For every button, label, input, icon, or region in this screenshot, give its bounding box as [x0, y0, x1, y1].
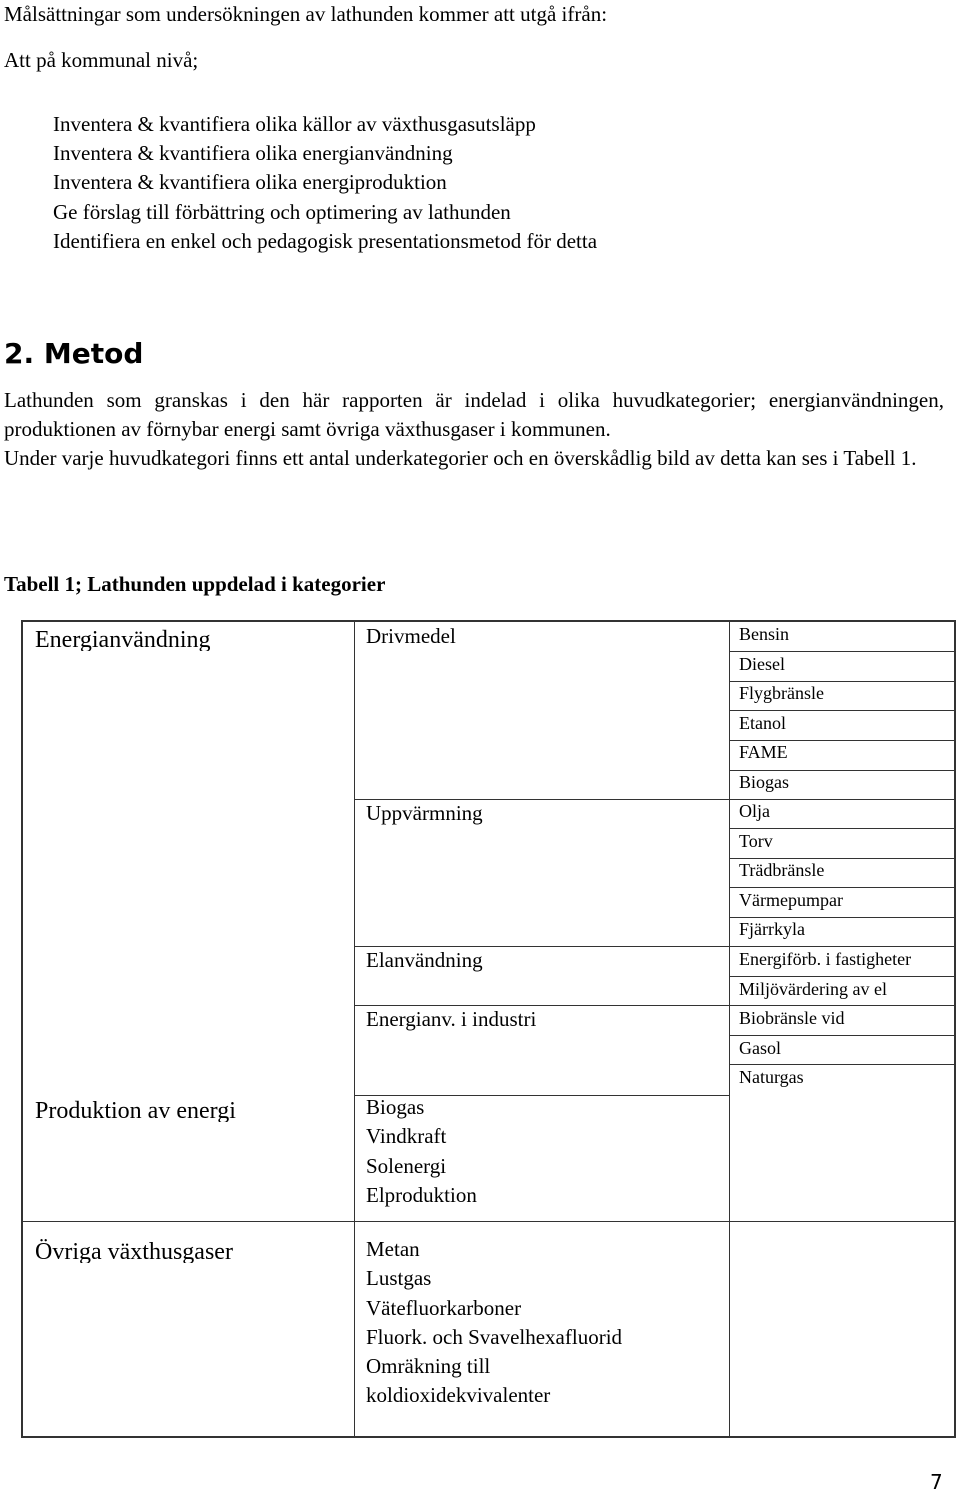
fuel-item: Bensin	[739, 624, 790, 644]
ghg-item: Omräkning till	[366, 1354, 491, 1379]
ghg-item: Fluork. och Svavelhexafluorid	[366, 1324, 623, 1349]
ghg-item: Lustgas	[366, 1266, 432, 1291]
fuel-item: Olja	[739, 801, 770, 822]
production-item: Vindkraft	[366, 1124, 447, 1149]
fuel-item: Värmepumpar	[739, 889, 843, 910]
category-table	[21, 620, 956, 1438]
ghg-item: Vätefluorkarboner	[366, 1295, 522, 1320]
production-item: Biogas	[366, 1095, 425, 1119]
table-caption: Tabell 1; Lathunden uppdelad i kategorier	[4, 572, 386, 596]
category-divider	[23, 1221, 956, 1222]
other-ghg-items	[366, 1235, 622, 1411]
sub-heating: Uppvärmning	[366, 801, 483, 825]
column-divider	[354, 622, 355, 1436]
fuel-item: Gasol	[739, 1037, 781, 1058]
fuel-item: Biobränsle vid	[739, 1008, 845, 1029]
fuel-item: Energiförb. i fastigheter	[739, 949, 912, 970]
municipal-level-text: Att på kommunal nivå;	[4, 48, 199, 72]
fuel-item: Biogas	[739, 771, 790, 792]
production-item: Elproduktion	[366, 1182, 477, 1207]
fuel-item: Miljövärdering av el	[739, 978, 887, 999]
category-energy-use: Energianvändning	[35, 627, 211, 651]
fuel-item: FAME	[739, 742, 788, 763]
sub-electricity: Elanvändning	[366, 948, 483, 972]
production-item: Solenergi	[366, 1153, 447, 1178]
goal-item: Inventera & kvantifiera olika energianvändning	[53, 141, 453, 166]
intro-text: Målsättningar som undersökningen av lathunden kommer att utgå ifrån:	[4, 2, 608, 26]
goal-item: Inventera & kvantifiera olika källor av växthusgasutsläpp	[53, 112, 536, 136]
fuel-item: Etanol	[739, 712, 786, 733]
fuel-item: Diesel	[739, 653, 785, 674]
ghg-item: Metan	[366, 1237, 420, 1261]
column-divider	[729, 622, 730, 1436]
fuel-item: Flygbränsle	[739, 683, 824, 704]
goal-item: Ge förslag till förbättring och optimering av lathunden	[53, 199, 511, 224]
category-energy-production: Produktion av energi	[35, 1098, 236, 1122]
category-other-ghg: Övriga växthusgaser	[35, 1239, 233, 1263]
goals-list	[53, 110, 597, 256]
goal-item: Identifiera en enkel och pedagogisk presentationsmetod för detta	[53, 228, 598, 253]
goal-item: Inventera & kvantifiera olika energiproduktion	[53, 170, 447, 195]
production-items	[366, 1093, 477, 1210]
fuel-item: Naturgas	[739, 1067, 804, 1088]
page-number: 7	[930, 1470, 943, 1494]
ghg-item: koldioxidekvivalenter	[366, 1383, 551, 1408]
sub-industry: Energianv. i industri	[366, 1007, 537, 1031]
fuel-item: Trädbränsle	[739, 860, 825, 881]
body-paragraph: Lathunden som granskas i den här rapporten är indelad i olika huvudkategorier; energianvändningen, produktionen av förnybar energi samt övriga växthusgaser i kommunen.	[4, 388, 944, 441]
section-heading: 2. Metod	[4, 337, 144, 370]
body-paragraph: Under varje huvudkategori finns ett antal underkategorier och en överskådlig bild av detta kan ses i Tabell 1.	[4, 446, 917, 470]
fuel-list	[739, 620, 911, 1093]
sub-fuels: Drivmedel	[366, 624, 456, 648]
fuel-item: Torv	[739, 830, 773, 851]
section-body	[4, 386, 944, 473]
fuel-item: Fjärrkyla	[739, 919, 805, 940]
